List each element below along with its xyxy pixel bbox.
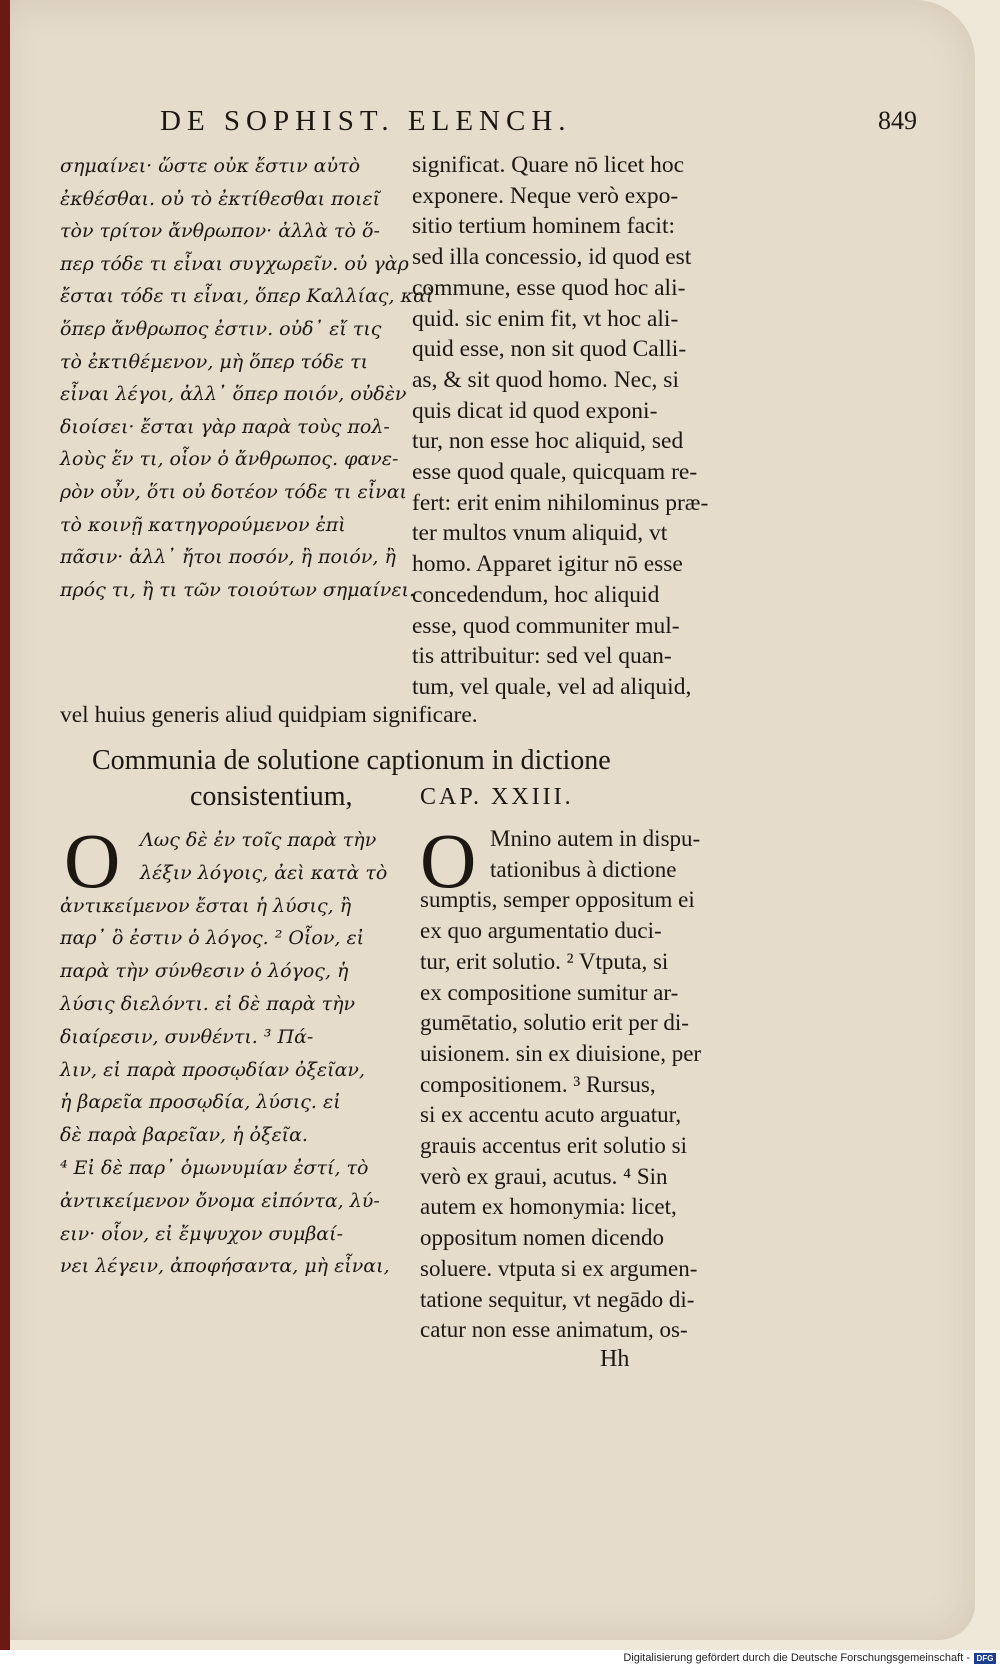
latin-text-line: commune, esse quod hoc ali- — [412, 274, 686, 301]
greek-text-line: περ τόδε τι εἶναι συγχωρεῖν. οὐ γὰρ — [60, 252, 409, 275]
latin-text-line: ex quo argumentatio duci- — [420, 918, 662, 944]
latin-text-line: sed illa concessio, id quod est — [412, 244, 692, 271]
chapter-heading-line1: Communia de solutione captionum in dictione — [92, 745, 611, 776]
greek-text-line: τὸ ἐκτιθέμενον, μὴ ὅπερ τόδε τι — [60, 350, 369, 373]
greek-text-line: ὅπερ ἄνθρωπος ἐστιν. οὐδ᾽ εἴ τις — [60, 317, 382, 340]
latin-text-line: tur, non esse hoc aliquid, sed — [412, 428, 684, 455]
latin-text-line: tum, vel quale, vel ad aliquid, — [412, 673, 692, 700]
greek-text-line: λοὺς ἕν τι, οἷον ὁ ἄνθρωπος. φανε- — [60, 448, 399, 471]
latin-text-line: fert: erit enim nihilominus præ- — [412, 489, 709, 516]
latin-text-line: significat. Quare nō licet hoc — [412, 152, 685, 178]
greek-text-line: ειν· οἷον, εἰ ἔμψυχον συμβαί- — [60, 1222, 344, 1245]
latin-text-line: tur, erit solutio. ² Vtputa, si — [420, 948, 669, 974]
greek-text-line: τὸ κοινῇ κατηγορούμενον ἐπὶ — [60, 513, 346, 536]
latin-text-line: compositionem. ³ Rursus, — [420, 1071, 656, 1097]
greek-text-line: σημαίνει· ὥστε οὐκ ἔστιν αὐτὸ — [60, 155, 361, 177]
latin-text-line: tis attribuitur: sed vel quan- — [412, 643, 672, 670]
greek-text-line: ἐκθέσθαι. οὐ τὸ ἐκτίθεσθαι ποιεῖ — [60, 187, 381, 210]
latin-text-line: esse, quod communiter mul- — [412, 612, 680, 639]
latin-text-line: sumptis, semper oppositum ei — [420, 887, 695, 913]
page-number: 849 — [878, 106, 917, 135]
latin-text-line: tationibus à dictione — [490, 856, 677, 882]
greek-text-line: λιν, εἰ παρὰ προσῳδίαν ὀξεῖαν, — [60, 1058, 366, 1081]
greek-text-line: δὲ παρὰ βαρεῖαν, ἡ ὀξεῖα. — [60, 1124, 308, 1147]
greek-text-line: διαίρεσιν, συνθέντι. ³ Πά- — [60, 1025, 314, 1048]
latin-text-line: exponere. Neque verò expo- — [412, 182, 679, 209]
greek-text-line: λύσις διελόντι. εἰ δὲ παρὰ τὴν — [60, 992, 356, 1015]
latin-text-line: esse quod quale, quicquam re- — [412, 459, 698, 486]
footer-credit: Digitalisierung gefördert durch die Deutsche Forschungsgemeinschaft - — [623, 1652, 970, 1664]
latin-text-line: catur non esse animatum, os- — [420, 1317, 688, 1343]
dfg-logo: DFG — [974, 1653, 996, 1664]
greek-text-line: εἶναι λέγοι, ἀλλ᾽ ὅπερ ποιόν, οὐδὲν — [60, 383, 407, 406]
latin-text-line: ter multos vnum aliquid, vt — [412, 520, 668, 547]
greek-text-line: ἔσται τόδε τι εἶναι, ὅπερ Καλλίας, καὶ — [60, 285, 434, 308]
greek-text-line: πᾶσιν· ἀλλ᾽ ἤτοι ποσόν, ἢ ποιόν, ἢ — [60, 546, 396, 569]
greek-text-line: λέξιν λόγοις, ἀεὶ κατὰ τὸ — [140, 861, 388, 884]
greek-text-line: ρὸν οὖν, ὅτι οὐ δοτέον τόδε τι εἶναι — [60, 480, 408, 503]
latin-text-line: concedendum, hoc aliquid — [412, 581, 660, 608]
running-head: DE SOPHIST. ELENCH. — [160, 105, 572, 137]
greek-text-line: νει λέγειν, ἀποφήσαντα, μὴ εἶναι, — [60, 1255, 390, 1278]
greek-column-top — [60, 150, 433, 606]
greek-text-line: ἀντικείμενον ἔσται ἡ λύσις, ἢ — [60, 894, 352, 917]
greek-column-bottom — [60, 817, 390, 1283]
greek-text-line: ἀντικείμενον ὄνομα εἰπόντα, λύ- — [60, 1189, 380, 1212]
latin-text-line: quis dicat id quod exponi- — [412, 397, 658, 424]
greek-text-line: Λως δὲ ἐν τοῖς παρὰ τὴν — [140, 829, 377, 851]
latin-text-line: Mnino autem in dispu- — [490, 826, 701, 851]
latin-text-line: grauis accentus erit solutio si — [420, 1133, 687, 1159]
greek-text-line: τὸν τρίτον ἄνθρωπον· ἀλλὰ τὸ ὅ- — [60, 220, 380, 243]
greek-drop-cap: O — [64, 817, 121, 904]
greek-text-line: ⁴ Εἰ δὲ παρ᾽ ὁμωνυμίαν ἐστί, τὸ — [60, 1156, 369, 1179]
latin-text-line: oppositum nomen dicendo — [420, 1225, 665, 1251]
latin-drop-cap: O — [420, 817, 477, 904]
latin-text-line: gumētatio, solutio erit per di- — [420, 1010, 689, 1036]
latin-text-line: quid. sic enim fit, vt hoc ali- — [412, 305, 679, 332]
footer-bar — [0, 1650, 1000, 1667]
latin-text-line: soluere. vtputa si ex argumen- — [420, 1255, 698, 1281]
latin-text-line: si ex accentu acuto arguatur, — [420, 1102, 682, 1128]
chapter-number: CAP. XXIII. — [420, 784, 574, 810]
chapter-heading-line2: consistentium, — [190, 781, 353, 812]
book-spine-edge — [0, 0, 10, 1650]
latin-text-line: uisionem. sin ex diuisione, per — [420, 1040, 702, 1066]
greek-text-line: παρ᾽ ὃ ἐστιν ὁ λόγος. ² Οἷον, εἰ — [60, 927, 365, 950]
greek-text-line: διοίσει· ἔσται γὰρ παρὰ τοὺς πολ- — [60, 415, 390, 438]
greek-text-line: παρὰ τὴν σύνθεσιν ὁ λόγος, ἡ — [60, 960, 349, 983]
latin-column-bottom — [420, 817, 702, 1346]
latin-text-line: quid esse, non sit quod Calli- — [412, 336, 687, 363]
signature-mark: Hh — [600, 1346, 630, 1372]
latin-text-line: tatione sequitur, vt negādo di- — [420, 1286, 695, 1312]
latin-text-line: sitio tertium hominem facit: — [412, 213, 676, 240]
latin-text-line: verò ex graui, acutus. ⁴ Sin — [420, 1163, 668, 1189]
latin-text-line: autem ex homonymia: licet, — [420, 1194, 677, 1220]
latin-text-line: homo. Apparet igitur nō esse — [412, 551, 683, 578]
greek-text-line: πρός τι, ἢ τι τῶν τοιούτων σημαίνει. — [60, 578, 416, 601]
latin-column-top — [412, 150, 708, 703]
latin-text-line: as, & sit quod homo. Nec, si — [412, 366, 679, 393]
full-width-line: vel huius generis aliud quidpiam significare. — [60, 702, 478, 728]
latin-text-line: ex compositione sumitur ar- — [420, 979, 679, 1005]
greek-text-line: ἡ βαρεῖα προσῳδία, λύσις. εἰ — [60, 1091, 341, 1114]
